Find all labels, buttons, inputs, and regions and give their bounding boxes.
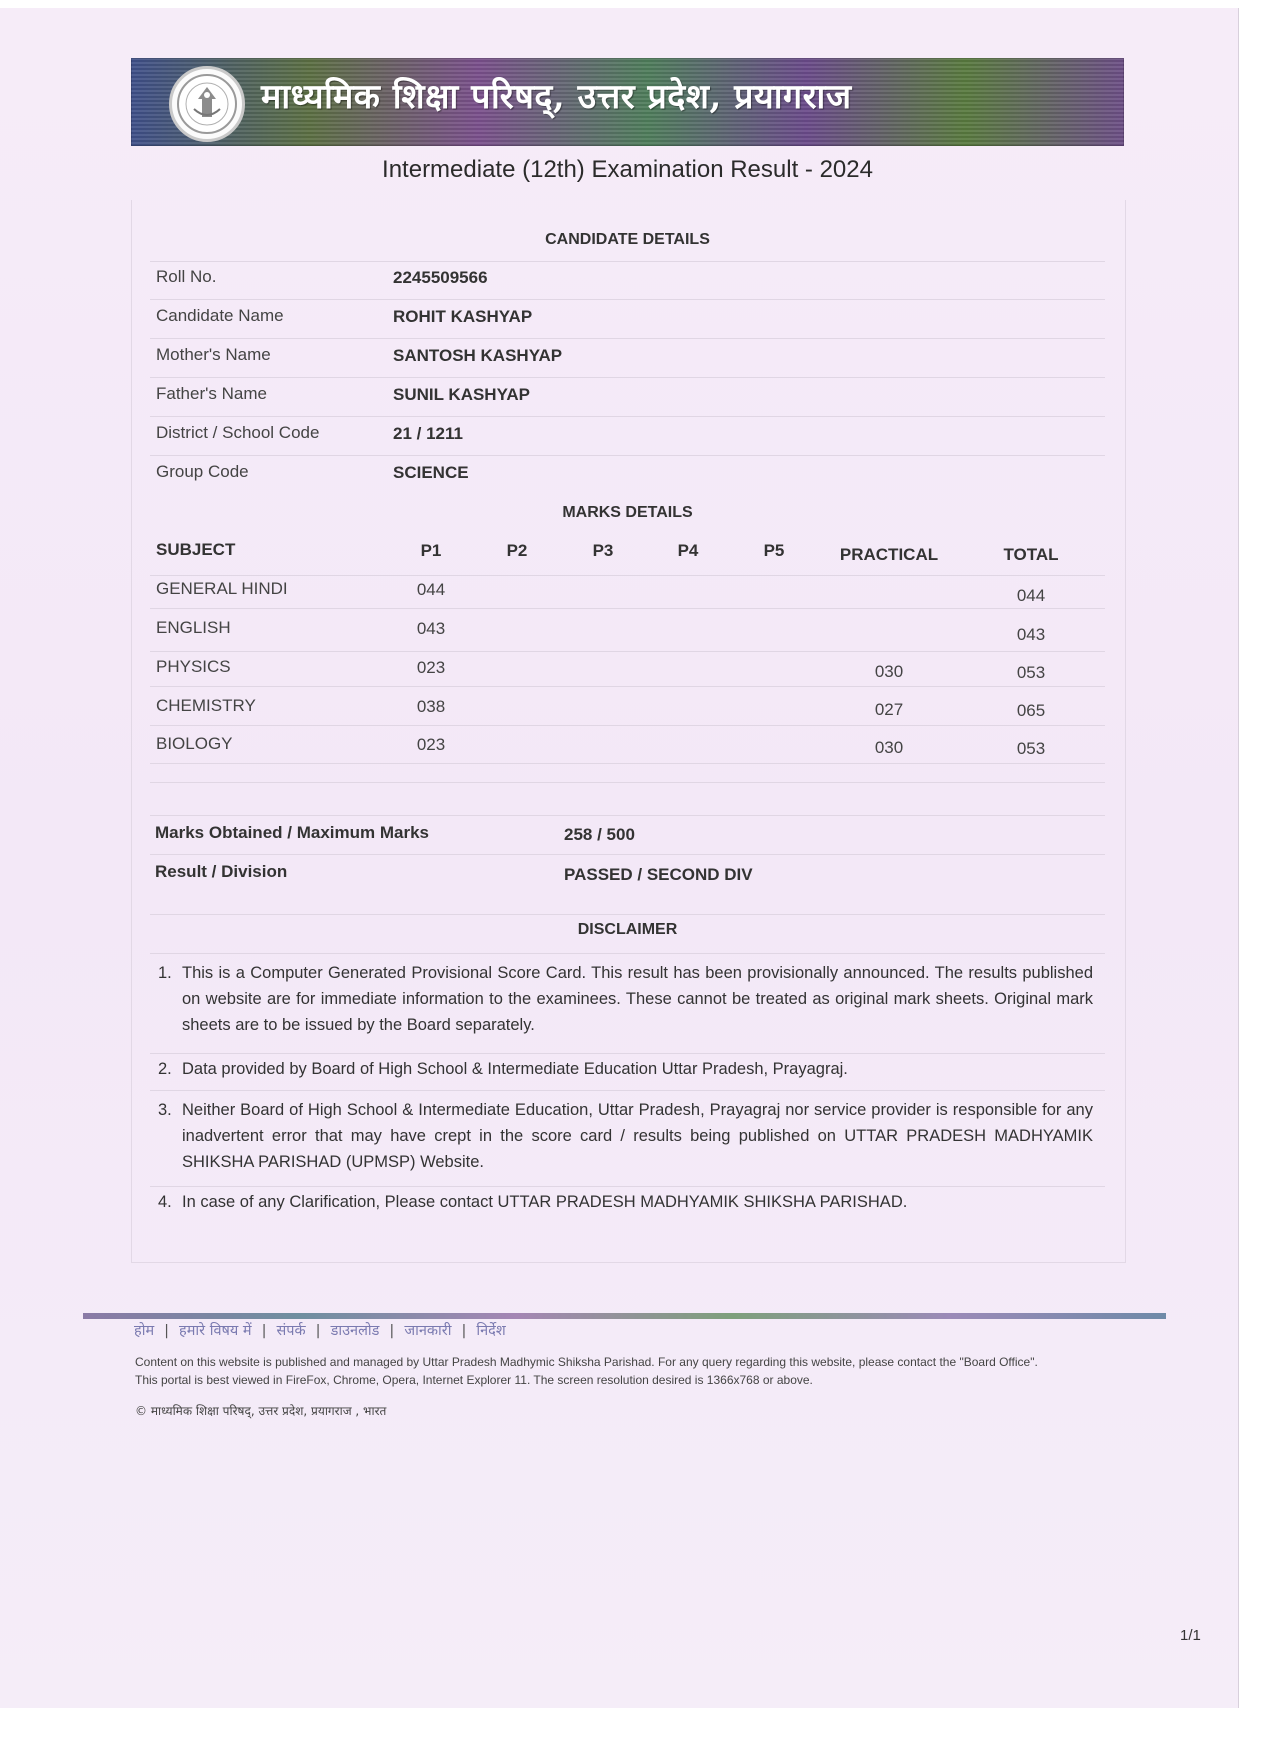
mark-total: 043 [1016, 625, 1046, 644]
footer-link-instructions[interactable]: निर्देश [476, 1323, 506, 1339]
row-divider [150, 914, 1105, 915]
disclaimer-text: In case of any Clarification, Please contact UTTAR PRADESH MADHYAMIK SHIKSHA PARISHAD. [182, 1193, 908, 1211]
row-divider [150, 1090, 1105, 1091]
row-divider [150, 1186, 1105, 1187]
footer-link-about[interactable]: हमारे विषय में [179, 1323, 252, 1339]
subject-name: ENGLISH [156, 618, 231, 637]
footer-browser-note: This portal is best viewed in FireFox, Chrome, Opera, Internet Explorer 11. The screen resolution desired is 1366x768 or above. [135, 1373, 813, 1387]
nav-separator: | [261, 1323, 267, 1339]
nav-separator: | [315, 1323, 321, 1339]
nav-separator: | [389, 1323, 395, 1339]
district-school-code-label: District / School Code [156, 423, 320, 442]
mark-total: 053 [1016, 739, 1046, 758]
marks-obtained-value: 258 / 500 [564, 825, 635, 844]
footer-link-contact[interactable]: संपर्क [276, 1323, 306, 1339]
row-divider [150, 686, 1105, 687]
col-header-practical: PRACTICAL [839, 545, 939, 564]
footer-copyright: © माध्यमिक शिक्षा परिषद्, उत्तर प्रदेश, प्रयागराज , भारत [135, 1404, 387, 1418]
page-title: Intermediate (12th) Examination Result - 2024 [382, 156, 873, 183]
mark-practical: 027 [874, 700, 904, 719]
col-header-p2: P2 [506, 541, 528, 560]
candidate-details-heading: CANDIDATE DETAILS [545, 231, 710, 248]
footer-link-information[interactable]: जानकारी [404, 1323, 452, 1339]
disclaimer-number: 3. [158, 1101, 172, 1119]
row-divider [150, 575, 1105, 576]
mark-total: 044 [1016, 586, 1046, 605]
candidate-name-label: Candidate Name [156, 306, 284, 325]
nav-separator: | [164, 1323, 170, 1339]
col-header-total: TOTAL [1003, 545, 1059, 564]
disclaimer-text: Data provided by Board of High School & Intermediate Education Uttar Pradesh, Prayagraj. [182, 1060, 848, 1078]
mark-practical: 030 [874, 738, 904, 757]
disclaimer-number: 1. [158, 964, 172, 982]
footer-link-home[interactable]: होम [134, 1323, 155, 1339]
mothers-name-value: SANTOSH KASHYAP [393, 346, 563, 365]
row-divider [150, 854, 1105, 855]
footer-content-note: Content on this website is published and managed by Uttar Pradesh Madhymic Shiksha Parishad. For any query regarding this website, please contact the "Board Office". [135, 1355, 1038, 1369]
mark-p1: 043 [416, 619, 446, 638]
disclaimer-item [158, 1189, 1093, 1215]
subject-name: GENERAL HINDI [156, 579, 288, 598]
row-divider [150, 455, 1105, 456]
disclaimer-heading: DISCLAIMER [577, 921, 678, 938]
group-code-label: Group Code [156, 462, 249, 481]
footer-link-download[interactable]: डाउनलोड [330, 1323, 380, 1339]
row-divider [150, 416, 1105, 417]
fathers-name-value: SUNIL KASHYAP [393, 385, 530, 404]
subject-name: CHEMISTRY [156, 696, 256, 715]
marks-obtained-label: Marks Obtained / Maximum Marks [155, 823, 429, 842]
disclaimer-text: This is a Computer Generated Provisional Score Card. This result has been provisionally announced. The results published on website are for immediate information to the examinees. These cannot be treated as original mark sheets. Original mark sheets are to be issued by the Board separately. [182, 964, 1093, 1034]
mothers-name-label: Mother's Name [156, 345, 271, 364]
group-code-value: SCIENCE [393, 463, 469, 482]
roll-no-label: Roll No. [156, 267, 217, 286]
col-header-p4: P4 [677, 541, 699, 560]
col-header-p3: P3 [592, 541, 614, 560]
col-header-p5: P5 [763, 541, 785, 560]
nav-separator: | [461, 1323, 467, 1339]
board-seal-logo [169, 66, 245, 142]
row-divider [150, 338, 1105, 339]
mark-total: 065 [1016, 701, 1046, 720]
mark-practical: 030 [874, 662, 904, 681]
result-division-value: PASSED / SECOND DIV [564, 865, 753, 884]
disclaimer-number: 4. [158, 1193, 172, 1211]
mark-p1: 044 [416, 580, 446, 599]
row-divider [150, 1053, 1105, 1054]
row-divider [150, 815, 1105, 816]
subject-name: PHYSICS [156, 657, 231, 676]
col-header-p1: P1 [420, 541, 442, 560]
disclaimer-number: 2. [158, 1060, 172, 1078]
row-divider [150, 953, 1105, 954]
row-divider [150, 261, 1105, 262]
disclaimer-text: Neither Board of High School & Intermediate Education, Uttar Pradesh, Prayagraj nor service provider is responsible for any inadvertent error that may have crept in the score card / results being published on UTTAR PRADESH MADHYAMIK SHIKSHA PARISHAD (UPMSP) Website. [182, 1101, 1093, 1171]
disclaimer-item [158, 1097, 1093, 1175]
marks-details-heading: MARKS DETAILS [562, 504, 693, 521]
row-divider [150, 725, 1105, 726]
mark-p1: 023 [416, 735, 446, 754]
result-division-label: Result / Division [155, 862, 288, 881]
row-divider [150, 651, 1105, 652]
fathers-name-label: Father's Name [156, 384, 267, 403]
row-divider [150, 782, 1105, 783]
district-school-code-value: 21 / 1211 [393, 424, 463, 443]
disclaimer-item [158, 1056, 1093, 1082]
footer-divider-bar [83, 1313, 1166, 1319]
roll-no-value: 2245509566 [393, 268, 488, 287]
subject-name: BIOLOGY [156, 734, 233, 753]
header-banner [131, 58, 1124, 146]
mark-p1: 023 [416, 658, 446, 677]
candidate-name-value: ROHIT KASHYAP [393, 307, 533, 326]
col-header-subject: SUBJECT [156, 540, 236, 559]
page-number: 1/1 [1180, 1627, 1201, 1644]
mark-p1: 038 [416, 697, 446, 716]
row-divider [150, 608, 1105, 609]
row-divider [150, 299, 1105, 300]
disclaimer-item [158, 960, 1093, 1038]
mark-total: 053 [1016, 663, 1046, 682]
banner-title: माध्यमिक शिक्षा परिषद्, उत्तर प्रदेश, प्रयागराज [261, 77, 852, 117]
footer-nav [134, 1320, 506, 1340]
footer-info [135, 1353, 1125, 1389]
row-divider [150, 377, 1105, 378]
row-divider [150, 763, 1105, 764]
